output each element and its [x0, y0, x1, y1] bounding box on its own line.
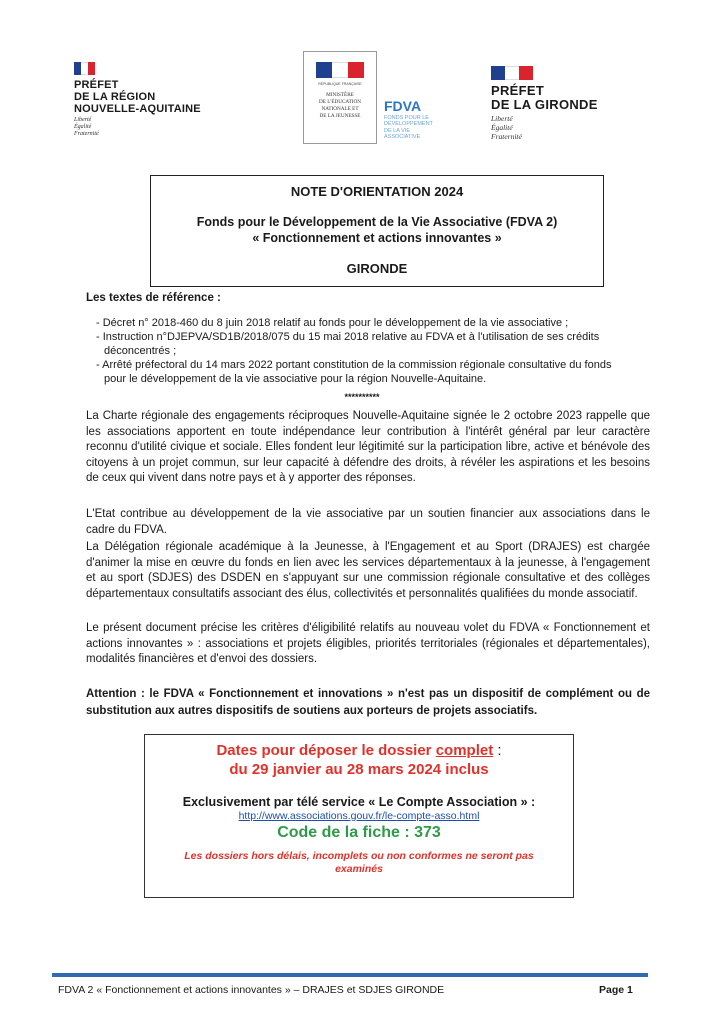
gironde-prefet-title: PRÉFET DE LA GIRONDE	[491, 83, 598, 112]
document-location: GIRONDE	[346, 261, 408, 276]
footer-text: FDVA 2 « Fonctionnement et actions innovantes » – DRAJES et SDJES GIRONDE	[58, 984, 445, 996]
ministry-name: MINISTÈRE DE L'ÉDUCATION NATIONALE ET DE LA JEUNESSE	[319, 92, 361, 119]
dates-line-2: du 29 janvier au 28 mars 2024 inclus	[229, 761, 489, 778]
title-box	[150, 175, 604, 287]
references-heading: Les textes de référence :	[86, 292, 221, 304]
teleservice-text: Exclusivement par télé service « Le Compte Association » :	[182, 795, 536, 809]
marianne-flag-icon	[316, 62, 364, 78]
region-prefet-title: PRÉFET DE LA RÉGION NOUVELLE-AQUITAINE	[74, 79, 201, 115]
list-item: - Instruction n°DJEPVA/SD1B/2018/075 du 15 mai 2018 relative au FDVA et à l'utilisation de ses crédits déconcentrés ;	[96, 331, 600, 357]
ministry-header-small: RÉPUBLIQUE FRANÇAISE	[318, 82, 362, 86]
paragraph-charte: La Charte régionale des engagements réciproques Nouvelle-Aquitaine signée le 2 octobre 2023 rappelle que les associations apportent en toute indépendance leur contribution à l'intérêt général par leur caractère reconnu d'utilité civique et sociale. Elles fondent leur légitimité sur la participation libre, active et bénévole des citoyens à un projet commun, sur leur capacité à défendre des droits, à révéler les aspirations et les besoins de ceux qui vivent dans notre pays et à y apporter des réponses.	[86, 410, 650, 484]
list-item: - Arrêté préfectoral du 14 mars 2022 portant constitution de la commission régionale consultative du fonds pour le développement de la vie associative pour la région Nouvelle-Aquitaine.	[96, 359, 612, 385]
paragraph-present: Le présent document précise les critères d'éligibilité relatifs au nouveau volet du FDVA « Fonctionnement et actions innovantes » : associations et projets éligibles, priorités territoriales (régionales et départementales), modalités financières et d'envoi des dossiers.	[86, 622, 650, 665]
compte-asso-link[interactable]: http://www.associations.gouv.fr/le-compte-asso.html	[238, 810, 480, 822]
gironde-motto: Liberté Égalité Fraternité	[491, 114, 522, 141]
list-item: - Décret n° 2018-460 du 8 juin 2018 relatif au fonds pour le développement de la vie associative ;	[96, 317, 569, 329]
page-number: Page 1	[599, 984, 633, 996]
document-subtitle: Fonds pour le Développement de la Vie Associative (FDVA 2) « Fonctionnement et actions innovantes »	[196, 215, 558, 245]
deadline-warning: Les dossiers hors délais, incomplets ou non conformes ne seront pas examinés	[184, 850, 534, 875]
paragraph-etat: L'Etat contribue au développement de la vie associative par un soutien financier aux associations dans le cadre du FDVA.	[86, 508, 650, 536]
code-fiche: Code de la fiche : 373	[277, 824, 441, 841]
dates-line-1: Dates pour déposer le dossier complet :	[216, 742, 502, 759]
paragraph-attention: Attention : le FDVA « Fonctionnement et innovations » n'est pas un dispositif de complément ou de substitution aux autres dispositifs de soutiens aux porteurs de projets associatifs.	[86, 688, 650, 717]
footer-rule	[52, 973, 648, 977]
region-motto: Liberté Égalité Fraternité	[74, 117, 99, 137]
marianne-flag-icon	[74, 62, 95, 75]
marianne-flag-icon	[491, 66, 533, 80]
fdva-logo-subtitle: FONDS POUR LE DÉVELOPPEMENT DE LA VIE ASSOCIATIVE	[384, 115, 433, 140]
document-title: NOTE D'ORIENTATION 2024	[290, 184, 464, 199]
dates-box	[144, 734, 574, 898]
paragraph-drajes: La Délégation régionale académique à la Jeunesse, à l'Engagement et au Sport (DRAJES) est chargée d'animer la mise en œuvre du fonds en lien avec les services départementaux à la jeunesse, à l'engagement et au sport (SDJES) des DSDEN en s'appuyant sur une commission régionale consultative et des collèges départementaux consultatifs associant des élus, collectivités et personnalités qualifiées du monde associatif.	[86, 541, 650, 600]
ministry-logo-frame	[303, 51, 377, 144]
fdva-logo-title: FDVA	[384, 98, 422, 114]
separator: **********	[344, 392, 380, 402]
references-list	[96, 316, 656, 386]
